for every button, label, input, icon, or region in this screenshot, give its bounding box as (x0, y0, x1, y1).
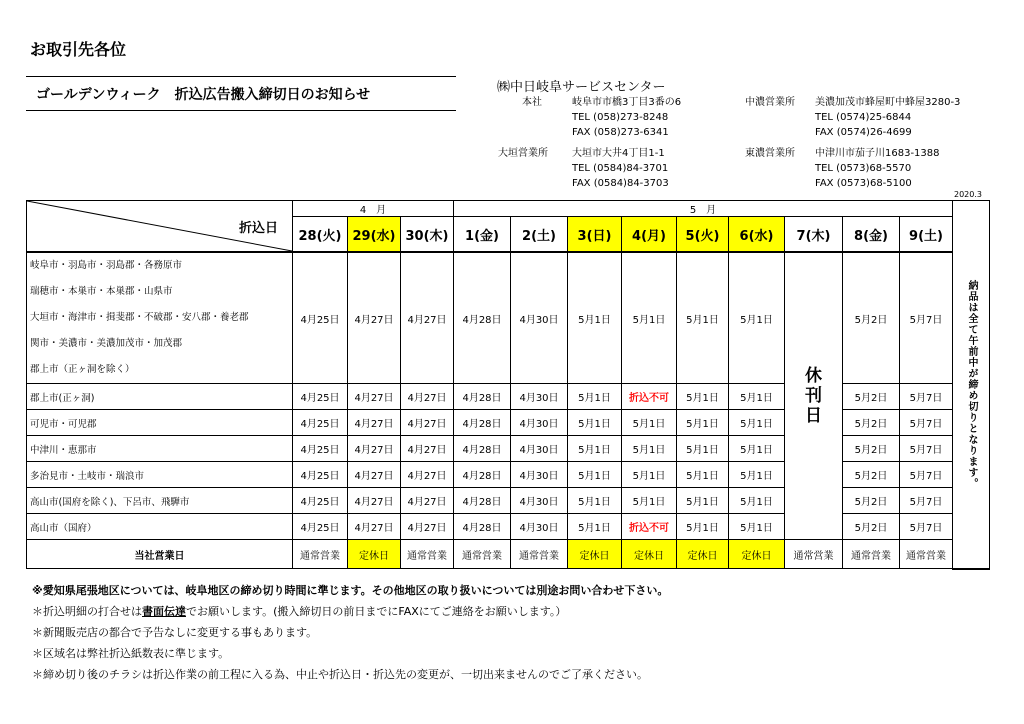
note-2-underlined: 書面伝達 (142, 605, 186, 618)
date-cell: 5月7日 (900, 384, 953, 410)
date-cell: 5月1日 (729, 462, 785, 488)
table-corner (27, 201, 293, 253)
day-header: 6(水) (729, 217, 785, 253)
date-cell: 4月27日 (401, 514, 454, 540)
date-cell: 5月1日 (729, 410, 785, 436)
operating-status: 通常営業 (293, 540, 348, 569)
date-cell: 4月30日 (511, 252, 568, 384)
title-bottom-rule (26, 110, 456, 111)
closed-day-label: 休刊日 (805, 366, 822, 426)
day-header: 30(木) (401, 217, 454, 253)
office-tono-tel: TEL (0573)68-5570 (815, 163, 912, 174)
side-note: 納品は全て午前中が締め切りとなります。 (966, 279, 977, 489)
region-line: 岐阜市・羽島市・羽島郡・各務原市 (30, 260, 183, 271)
date-cell: 5月7日 (900, 514, 953, 540)
operating-status: 通常営業 (900, 540, 953, 569)
closed-day-cell (785, 252, 843, 540)
day-header: 2(土) (511, 217, 568, 253)
orikomi-label: 折込日 (238, 221, 278, 236)
table-row (27, 436, 990, 462)
operating-status: 定休日 (348, 540, 401, 569)
date-cell: 4月27日 (348, 436, 401, 462)
date-cell: 4月28日 (454, 488, 511, 514)
date-cell: 5月1日 (622, 462, 677, 488)
date-cell: 4月28日 (454, 252, 511, 384)
month-header-may: 5 月 (454, 201, 953, 217)
date-cell: 5月1日 (677, 384, 729, 410)
office-tono-block (815, 146, 940, 191)
date-cell: 5月1日 (729, 514, 785, 540)
table-row (27, 410, 990, 436)
date-cell: 4月28日 (454, 436, 511, 462)
note-2-pre: ＊折込明細の打合せは (32, 605, 142, 618)
day-header: 1(金) (454, 217, 511, 253)
date-cell: 5月2日 (843, 384, 900, 410)
operating-status: 定休日 (622, 540, 677, 569)
date-cell: 5月2日 (843, 410, 900, 436)
region-cell: 可児市・可児郡 (27, 410, 293, 436)
date-cell: 5月1日 (729, 488, 785, 514)
date-cell: 5月1日 (568, 436, 622, 462)
office-honsha-tel: TEL (058)273-8248 (572, 112, 669, 123)
table-row (27, 462, 990, 488)
office-ogaki-block (572, 146, 669, 191)
region-cell: 高山市(国府を除く)、下呂市、飛騨市 (27, 488, 293, 514)
deadline-table (26, 200, 990, 570)
date-cell: 5月7日 (900, 488, 953, 514)
day-header: 9(土) (900, 217, 953, 253)
region-cell: 中津川・恵那市 (27, 436, 293, 462)
date-cell: 4月25日 (293, 410, 348, 436)
date-cell: 4月25日 (293, 436, 348, 462)
notice-title: ゴールデンウィーク 折込広告搬入締切日のお知らせ (36, 87, 371, 103)
office-honsha-block (572, 95, 681, 140)
date-cell: 4月25日 (293, 384, 348, 410)
date-cell: 5月1日 (568, 252, 622, 384)
month-header-april: 4 月 (293, 201, 454, 217)
date-cell: 5月1日 (729, 384, 785, 410)
date-cell: 4月27日 (348, 252, 401, 384)
date-cell: 4月28日 (454, 514, 511, 540)
date-cell: 4月30日 (511, 514, 568, 540)
date-cell: 5月2日 (843, 436, 900, 462)
date-cell: 4月27日 (348, 514, 401, 540)
region-cell-group (27, 252, 293, 384)
date-cell: 5月2日 (843, 252, 900, 384)
date-cell: 5月2日 (843, 462, 900, 488)
date-cell: 4月27日 (348, 410, 401, 436)
office-chuno-tel: TEL (0574)25-6844 (815, 112, 912, 123)
day-header: 29(水) (348, 217, 401, 253)
date-cell: 4月27日 (401, 252, 454, 384)
date-cell: 4月30日 (511, 488, 568, 514)
operating-status: 通常営業 (511, 540, 568, 569)
office-ogaki-addr: 大垣市大井4丁目1-1 (572, 148, 665, 159)
date-cell: 4月25日 (293, 252, 348, 384)
office-honsha-addr: 岐阜市市橋3丁目3番の6 (572, 97, 682, 108)
operating-label: 当社営業日 (27, 540, 293, 569)
region-line: 瑞穂市・本巣市・本巣郡・山県市 (30, 286, 173, 297)
note-5: ＊締め切り後のチラシは折込作業の前工程に入る為、中止や折込日・折込先の変更が、一切出来ませんのでご了承ください。 (32, 668, 648, 681)
day-header: 3(日) (568, 217, 622, 253)
operating-status: 定休日 (677, 540, 729, 569)
document-date: 2020.3 (954, 190, 982, 199)
company-name: ㈱中日岐阜サービスセンター (497, 80, 666, 95)
office-tono-fax: FAX (0573)68-5100 (815, 178, 912, 189)
office-chuno-block (815, 95, 960, 140)
note-1: ※愛知県尾張地区については、岐阜地区の締め切り時間に準じます。その他地区の取り扱いについては別途お問い合わせ下さい。 (32, 584, 669, 597)
region-line: 大垣市・海津市・揖斐郡・不破郡・安八郡・養老郡 (30, 312, 249, 323)
date-cell: 4月27日 (348, 488, 401, 514)
date-cell: 5月7日 (900, 252, 953, 384)
date-cell: 4月30日 (511, 410, 568, 436)
date-cell: 4月28日 (454, 462, 511, 488)
date-cell: 4月30日 (511, 384, 568, 410)
date-cell: 5月1日 (677, 488, 729, 514)
table-row (27, 514, 990, 540)
date-cell: 折込不可 (622, 514, 677, 540)
office-tono-name: 東濃営業所 (745, 148, 795, 159)
day-header: 28(火) (293, 217, 348, 253)
operating-status: 通常営業 (843, 540, 900, 569)
office-ogaki-name: 大垣営業所 (498, 148, 548, 159)
date-cell: 4月28日 (454, 410, 511, 436)
date-cell: 5月1日 (677, 514, 729, 540)
date-cell: 4月25日 (293, 462, 348, 488)
day-header: 4(月) (622, 217, 677, 253)
date-cell: 5月1日 (568, 488, 622, 514)
date-cell: 5月1日 (677, 252, 729, 384)
date-cell: 5月1日 (677, 410, 729, 436)
day-header: 8(金) (843, 217, 900, 253)
table-row (27, 384, 990, 410)
date-cell: 5月1日 (568, 514, 622, 540)
date-cell: 5月1日 (622, 410, 677, 436)
date-cell: 4月28日 (454, 384, 511, 410)
office-ogaki-fax: FAX (0584)84-3703 (572, 178, 669, 189)
date-cell: 5月7日 (900, 410, 953, 436)
date-cell: 5月2日 (843, 514, 900, 540)
office-ogaki-tel: TEL (0584)84-3701 (572, 163, 669, 174)
date-cell: 折込不可 (622, 384, 677, 410)
date-cell: 5月7日 (900, 436, 953, 462)
office-honsha-name: 本社 (522, 97, 542, 108)
day-header: 7(木) (785, 217, 843, 253)
operating-status: 通常営業 (454, 540, 511, 569)
date-cell: 5月1日 (568, 462, 622, 488)
date-cell: 5月1日 (622, 436, 677, 462)
operating-status: 定休日 (568, 540, 622, 569)
title-top-rule (26, 76, 456, 77)
date-cell: 5月1日 (568, 384, 622, 410)
office-chuno-addr: 美濃加茂市蜂屋町中蜂屋3280-3 (815, 97, 961, 108)
office-chuno-name: 中濃営業所 (745, 97, 795, 108)
date-cell: 4月30日 (511, 436, 568, 462)
office-chuno-fax: FAX (0574)26-4699 (815, 127, 912, 138)
date-cell: 4月27日 (401, 462, 454, 488)
date-cell: 5月1日 (568, 410, 622, 436)
operating-status: 定休日 (729, 540, 785, 569)
day-header: 5(火) (677, 217, 729, 253)
note-2-post: でお願いします。(搬入締切日の前日までにFAXにてご連絡をお願いします。） (186, 605, 567, 618)
date-cell: 4月27日 (348, 462, 401, 488)
date-cell: 5月7日 (900, 462, 953, 488)
date-cell: 4月27日 (401, 488, 454, 514)
date-cell: 4月27日 (401, 436, 454, 462)
region-cell: 郡上市(正ヶ洞) (27, 384, 293, 410)
date-cell: 5月1日 (729, 252, 785, 384)
region-line: 郡上市（正ヶ洞を除く） (30, 364, 135, 375)
office-honsha-fax: FAX (058)273-6341 (572, 127, 669, 138)
recipient-heading: お取引先各位 (30, 40, 127, 59)
date-cell: 4月25日 (293, 514, 348, 540)
date-cell: 5月2日 (843, 488, 900, 514)
date-cell: 4月30日 (511, 462, 568, 488)
note-2 (32, 601, 668, 622)
date-cell: 4月27日 (401, 410, 454, 436)
operating-row (27, 540, 990, 569)
date-cell: 5月1日 (622, 252, 677, 384)
region-cell: 多治見市・土岐市・瑞浪市 (27, 462, 293, 488)
date-cell: 4月27日 (401, 384, 454, 410)
note-3: ＊新聞販売店の都合で予告なしに変更する事もあります。 (32, 626, 318, 639)
region-cell: 高山市（国府） (27, 514, 293, 540)
notes (32, 580, 668, 685)
date-cell: 5月1日 (729, 436, 785, 462)
date-cell: 5月1日 (677, 462, 729, 488)
note-4: ＊区域名は弊社折込紙数表に準じます。 (32, 647, 230, 660)
office-tono-addr: 中津川市茄子川1683-1388 (815, 148, 940, 159)
table-row (27, 488, 990, 514)
operating-status: 通常営業 (785, 540, 843, 569)
date-cell: 5月1日 (677, 436, 729, 462)
region-line: 関市・美濃市・美濃加茂市・加茂郡 (30, 338, 183, 349)
side-note-cell (953, 201, 990, 569)
date-cell: 4月27日 (348, 384, 401, 410)
date-cell: 4月25日 (293, 488, 348, 514)
operating-status: 通常営業 (401, 540, 454, 569)
date-cell: 5月1日 (622, 488, 677, 514)
